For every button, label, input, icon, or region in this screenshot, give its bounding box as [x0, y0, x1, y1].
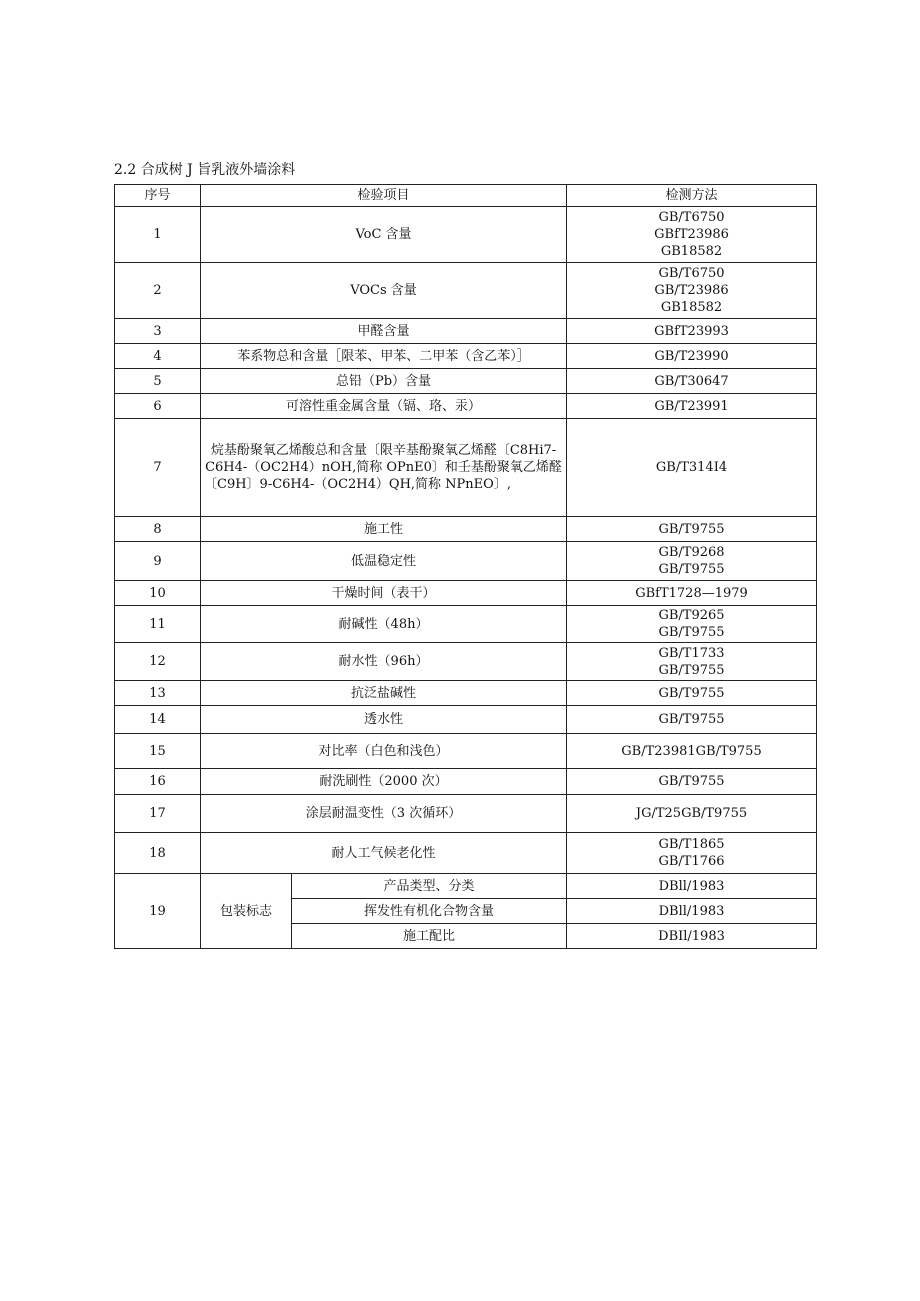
row-method: GB/T23990: [567, 344, 817, 369]
row-group: 包装标志: [201, 874, 292, 949]
row-item: 对比率（白色和浅色）: [201, 734, 567, 769]
row-method: GB/T23991: [567, 394, 817, 419]
row-item: 耐人工气候老化性: [201, 833, 567, 874]
row-no: 19: [115, 874, 201, 949]
table-row: [115, 394, 817, 419]
row-item: 苯系物总和含量［限苯、甲苯、二甲苯（含乙苯）］: [201, 344, 567, 369]
row-subitem: 产品类型、分类: [292, 874, 567, 899]
row-method: GB/T30647: [567, 369, 817, 394]
method-code: GB/T9755: [658, 562, 725, 577]
row-no: 7: [115, 419, 201, 517]
table-row: [115, 263, 817, 319]
row-method: [567, 643, 817, 681]
section-title: 2.2 合成树 J 旨乳液外墙涂料: [114, 162, 296, 178]
row-method: GB/T9755: [567, 706, 817, 734]
table-row: [115, 542, 817, 581]
table-row: [115, 795, 817, 833]
row-no: 15: [115, 734, 201, 769]
row-method: GBfT23993: [567, 319, 817, 344]
method-code: GB/T23986: [654, 283, 729, 298]
row-method: [567, 263, 817, 319]
row-item: 透水性: [201, 706, 567, 734]
row-subitem: 施工配比: [292, 924, 567, 949]
row-item: VoC 含量: [201, 207, 567, 263]
method-code: GBfT23986: [654, 227, 729, 242]
row-no: 12: [115, 643, 201, 681]
method-code: GB/T6750: [658, 210, 725, 225]
row-item: 耐洗刷性（2000 次）: [201, 769, 567, 795]
row-method: GB/T9755: [567, 681, 817, 706]
table-row: [115, 369, 817, 394]
row-method: [567, 542, 817, 581]
table-row: [115, 643, 817, 681]
table-row: [115, 833, 817, 874]
method-code: GB/T9265: [658, 608, 725, 623]
row-item: 烷基酚聚氧乙烯酸总和含量〔限辛基酚聚氧乙烯醛〔C8Hi7-C6H4-（OC2H4）nOH,简称 OPnE0〕和壬基酚聚氧乙烯醛〔C9H〕9-C6H4-（OC2H4）QH,简称 NPnEO〕,: [201, 419, 567, 517]
row-no: 10: [115, 581, 201, 606]
table-row: [115, 681, 817, 706]
row-subitem: 挥发性有机化合物含量: [292, 899, 567, 924]
row-no: 5: [115, 369, 201, 394]
row-item: VOCs 含量: [201, 263, 567, 319]
method-code: GB/T9755: [658, 625, 725, 640]
table-row: [115, 419, 817, 517]
table-row: [115, 606, 817, 643]
method-code: GB/T9755: [658, 662, 725, 678]
row-no: 6: [115, 394, 201, 419]
table-row: [115, 319, 817, 344]
row-no: 1: [115, 207, 201, 263]
table-row: [115, 706, 817, 734]
row-method: GB/T314I4: [567, 419, 817, 517]
row-no: 16: [115, 769, 201, 795]
table-row: [115, 344, 817, 369]
row-no: 3: [115, 319, 201, 344]
row-method: GBfT1728—1979: [567, 581, 817, 606]
row-item: 抗泛盐碱性: [201, 681, 567, 706]
row-item: 甲醛含量: [201, 319, 567, 344]
header-item: 检验项目: [201, 185, 567, 207]
header-no: 序号: [115, 185, 201, 207]
row-item: 总铅（Pb）含量: [201, 369, 567, 394]
row-method: JG/T25GB/T9755: [567, 795, 817, 833]
row-method: GB/T9755: [567, 769, 817, 795]
header-method: 检测方法: [567, 185, 817, 207]
row-no: 8: [115, 517, 201, 542]
row-item: 涂层耐温变性（3 次循环）: [201, 795, 567, 833]
method-code: GB/T9268: [658, 545, 725, 560]
row-item: 耐水性（96h）: [201, 643, 567, 681]
table-row: [115, 517, 817, 542]
row-item: 可溶性重金属含量（镉、珞、汞）: [201, 394, 567, 419]
row-method: [567, 833, 817, 874]
method-code: GB/T1766: [658, 854, 725, 869]
row-no: 14: [115, 706, 201, 734]
row-no: 11: [115, 606, 201, 643]
row-no: 9: [115, 542, 201, 581]
method-code: GB18582: [660, 244, 723, 259]
row-method: DBll/1983: [567, 899, 817, 924]
row-no: 18: [115, 833, 201, 874]
method-code: GB/T1865: [658, 837, 725, 852]
row-method: GB/T9755: [567, 517, 817, 542]
row-item: 低温稳定性: [201, 542, 567, 581]
table-row: [115, 207, 817, 263]
method-code: GB/T1733: [658, 645, 725, 661]
method-code: GB/T6750: [658, 266, 725, 281]
row-item: 干燥时间（表干）: [201, 581, 567, 606]
row-no: 17: [115, 795, 201, 833]
row-method: [567, 207, 817, 263]
table-row: [115, 874, 817, 899]
row-method: [567, 606, 817, 643]
row-no: 13: [115, 681, 201, 706]
row-item: 耐碱性（48h）: [201, 606, 567, 643]
row-method: DBll/1983: [567, 874, 817, 899]
table-row: [115, 581, 817, 606]
method-code: GB18582: [660, 300, 723, 315]
row-method: GB/T23981GB/T9755: [567, 734, 817, 769]
row-no: 4: [115, 344, 201, 369]
row-method: DBIl/1983: [567, 924, 817, 949]
table-row: [115, 769, 817, 795]
row-no: 2: [115, 263, 201, 319]
inspection-table: [114, 184, 817, 949]
table-header-row: [115, 185, 817, 207]
row-item: 施工性: [201, 517, 567, 542]
table-row: [115, 734, 817, 769]
